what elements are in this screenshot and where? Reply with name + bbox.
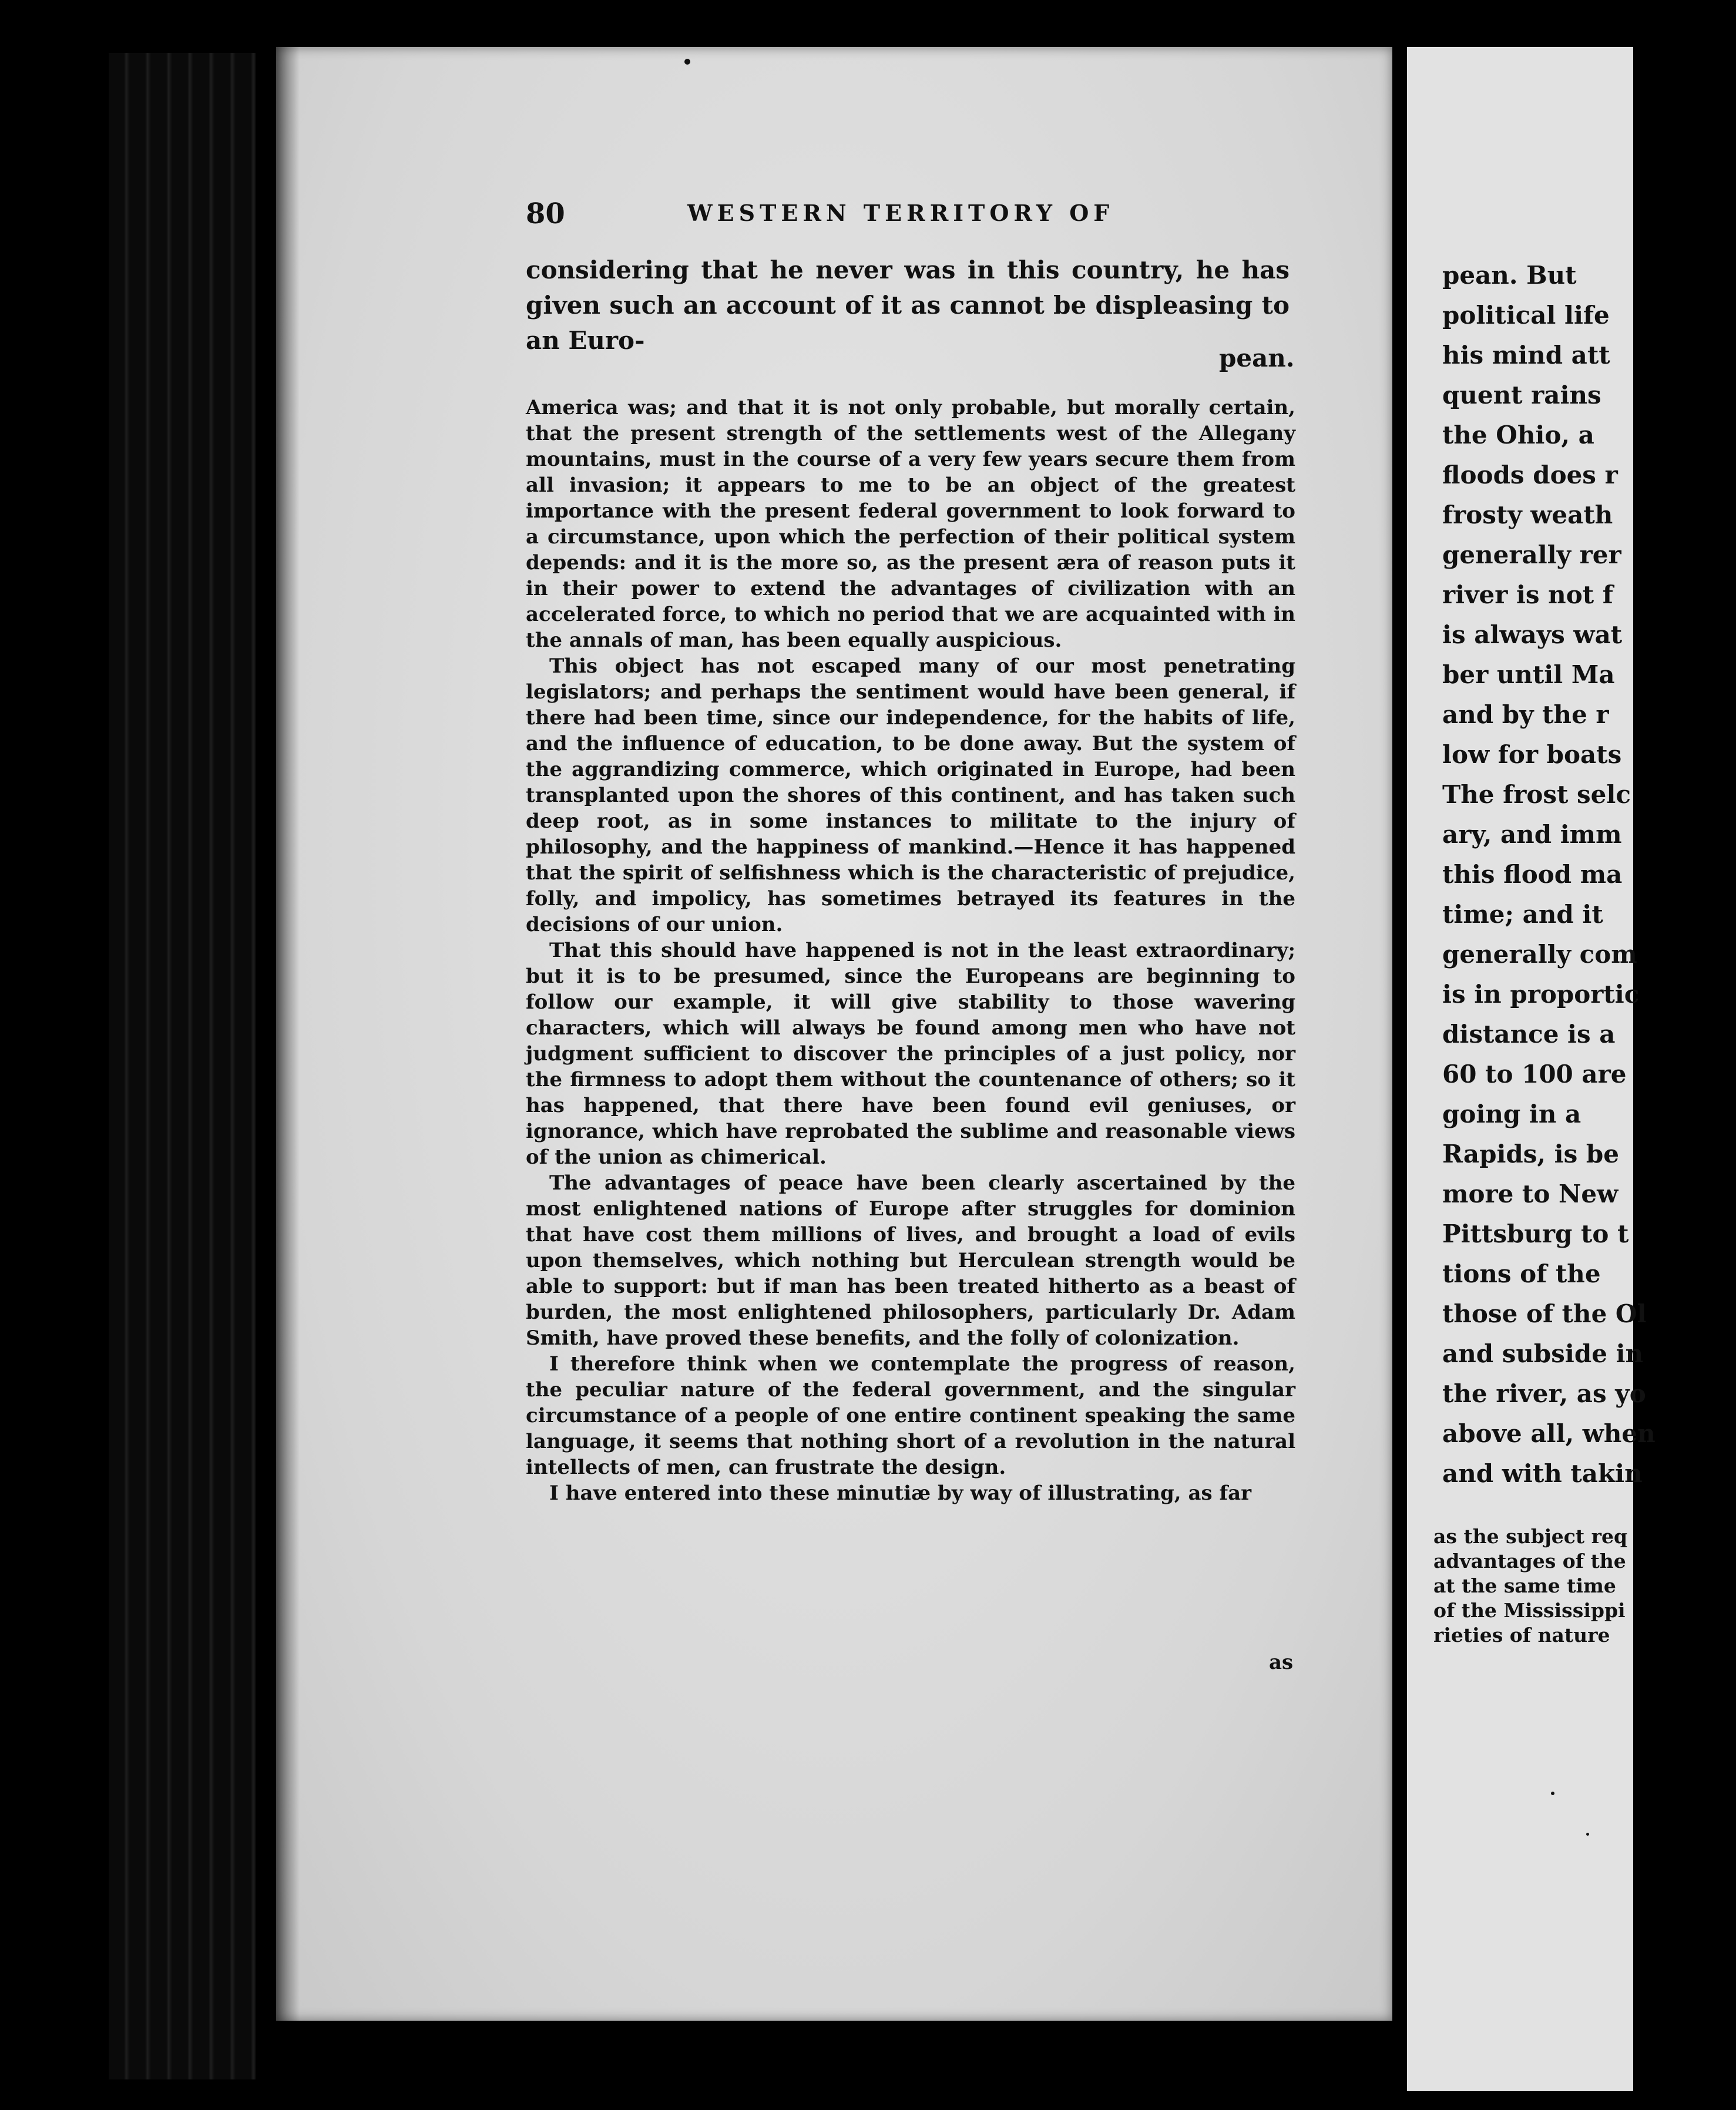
next-page-line: the Ohio, a [1442, 421, 1594, 449]
scan-speck [684, 59, 690, 65]
next-page-line: is in proportic [1442, 980, 1640, 1009]
paragraph: America was; and that it is not only probable, but morally certain, that the present strength of the settlements west of the Allegany mountains, must in the course of a very few years secure them from all invasion; it appears to me to be an object of the greatest importance with the present federal government to look forward to a circumstance, upon which the perfection of their political system depends: and it is the more so, as the present æra of reason puts it in their power to extend the advantages of civilization with an accelerated force, to which no period that we are acquainted with in the annals of man, has been equally auspicious. [526, 396, 1295, 652]
next-page-line: political life [1442, 301, 1610, 330]
next-page-line: 60 to 100 are [1442, 1060, 1627, 1088]
next-page-line: tions of the [1442, 1259, 1601, 1288]
next-page-footnote-line: advantages of the [1433, 1550, 1626, 1573]
next-page-line: The frost selc [1442, 780, 1631, 809]
scan-speck [1586, 1833, 1589, 1836]
next-page-line: ary, and imm [1442, 820, 1622, 849]
paragraph: That this should have happened is not in the least extraordinary; but it is to be presumed, since the Europeans are beginning to follow our example, it will give stability to those wavering characters, which will always be found among men who have not judgment sufficient to discover the principles of a just policy, nor the firmness to adopt them without the countenance of others; so it has happened, that there have been found evil geniuses, or ignorance, which have reprobated the sublime and reasonable views of the union as chimerical. [526, 939, 1295, 1169]
book-binding [109, 53, 256, 2079]
next-page-line: Rapids, is be [1442, 1140, 1619, 1168]
next-page-line: floods does r [1442, 461, 1618, 489]
next-page-footnote-line: at the same time [1433, 1574, 1616, 1597]
paragraph: I have entered into these minutiæ by way of illustrating, as far [549, 1481, 1252, 1505]
next-page-line: those of the Ol [1442, 1299, 1647, 1328]
next-page-line: frosty weath [1442, 500, 1613, 529]
next-page-line: his mind att [1442, 341, 1610, 369]
next-page-footnote-line: of the Mississippi [1433, 1599, 1626, 1622]
scan-speck [1551, 1792, 1554, 1795]
next-page-line: the river, as yo [1442, 1379, 1646, 1408]
next-page-line: ber until Ma [1442, 660, 1615, 689]
next-page-line: more to New [1442, 1180, 1619, 1208]
next-page-line: low for boats [1442, 740, 1622, 769]
lead-catchword: pean. [1219, 344, 1295, 372]
paragraph: I therefore think when we contemplate the progress of reason, the peculiar nature of the federal government, and the singular circumstance of a people of one entire continent speaking the same language, it seems that nothing short of a revolution in the natural intellects of men, can frustrate the design. [526, 1352, 1295, 1479]
lead-text: considering that he never was in this country, he has given such an account of it as cannot be displeasing to an Euro- [526, 256, 1290, 355]
paragraph: This object has not escaped many of our most penetrating legislators; and perhaps the sentiment would have been general, if there had been time, since our independence, for the habits of life, and the influence of education, to be done away. But the system of the aggrandizing commerce, which originated in Europe, had been transplanted upon the shores of this continent, and has taken such deep root, as in some instances to militate to the injury of philosophy, and the happiness of mankind.—Hence it has happened that the spirit of selfishness which is the characteristic of prejudice, folly, and impolicy, has sometimes betrayed its features in the decisions of our union. [526, 654, 1295, 936]
next-page-line: and with takin [1442, 1459, 1643, 1488]
next-page-footnote-line: rieties of nature [1433, 1624, 1610, 1647]
next-page-line: pean. But [1442, 261, 1577, 290]
running-head-title: WESTERN TERRITORY OF [687, 200, 1114, 226]
next-page-line: above all, when [1442, 1419, 1656, 1448]
next-page-line: river is not f [1442, 580, 1613, 609]
next-page-line: time; and it [1442, 900, 1603, 929]
next-page-line: generally rer [1442, 540, 1621, 569]
next-page [1407, 47, 1656, 2091]
next-page-body [1442, 256, 1736, 1494]
next-page-line: is always wat [1442, 620, 1623, 649]
next-page-line: this flood ma [1442, 860, 1623, 889]
page-gutter-shadow [276, 47, 300, 2021]
next-page-line: and by the r [1442, 700, 1609, 729]
next-page-line: quent rains [1442, 381, 1601, 409]
next-page-footnote [1433, 1524, 1727, 1648]
next-page-line: distance is a [1442, 1020, 1616, 1049]
page-number: 80 [526, 197, 565, 230]
next-page-line: generally com [1442, 940, 1637, 969]
running-head [526, 197, 1295, 238]
next-page-line: Pittsburg to t [1442, 1219, 1629, 1248]
main-text-block [526, 395, 1295, 1506]
next-page-line: going in a [1442, 1100, 1581, 1128]
catchword: as [1269, 1651, 1294, 1674]
paragraph: The advantages of peace have been clearly ascertained by the most enlightened nations of Europe after struggles for dominion that have cost them millions of lives, and brought a load of evils upon themselves, which nothing but Herculean strength would be able to support: but if man has been treated hitherto as a beast of burden, the most enlightened philosophers, particularly Dr. Adam Smith, have proved these benefits, and the folly of colonization. [526, 1171, 1295, 1350]
next-page-line: and subside in [1442, 1339, 1644, 1368]
next-page-footnote-line: as the subject req [1433, 1525, 1628, 1548]
